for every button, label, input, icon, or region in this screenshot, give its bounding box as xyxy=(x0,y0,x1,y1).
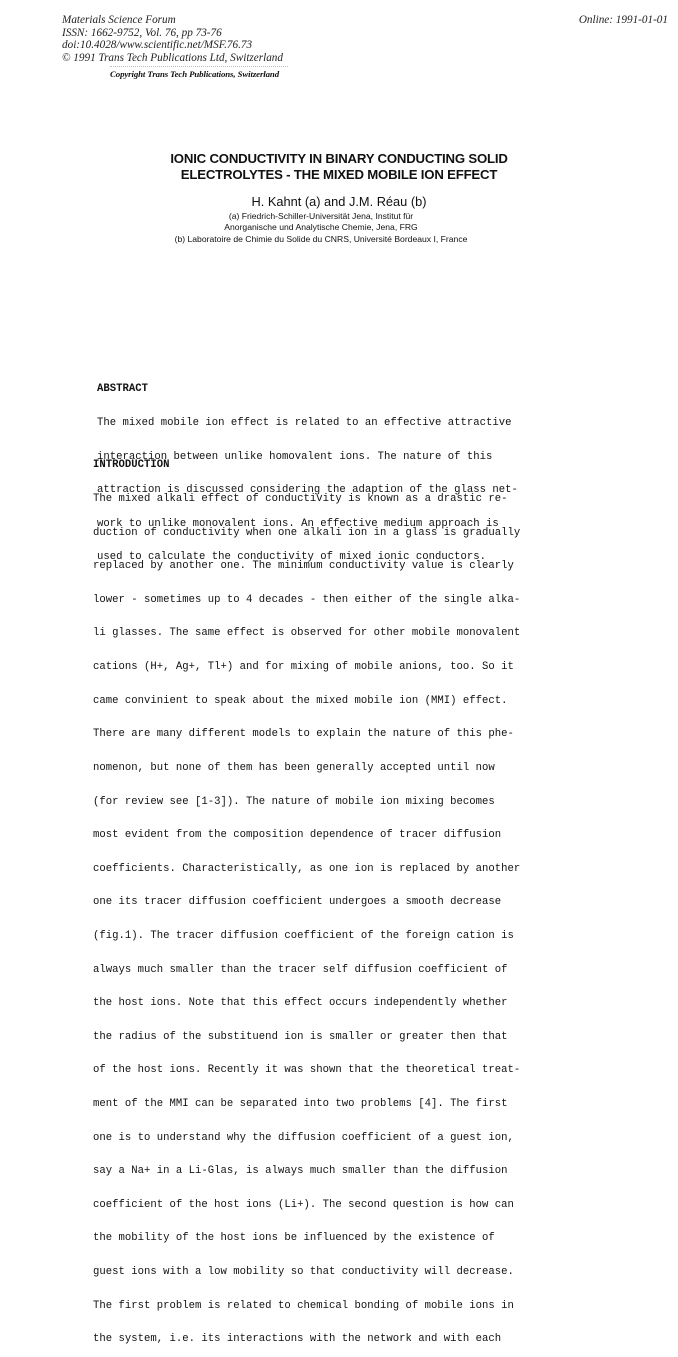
intro-line: The first problem is related to chemical bonding of mobile ions in xyxy=(93,1299,514,1312)
abstract-line: used to calculate the conductivity of mixed ionic conductors. xyxy=(97,551,487,564)
intro-line: most evident from the composition dependence of tracer diffusion xyxy=(93,829,502,842)
title-line-1: IONIC CONDUCTIVITY IN BINARY CONDUCTING SOLID xyxy=(170,151,508,166)
abstract-line: interaction between unlike homovalent ions. The nature of this xyxy=(97,450,493,463)
paper-title xyxy=(0,151,678,183)
intro-line: the system, i.e. its interactions with the network and with each xyxy=(93,1333,502,1346)
intro-line: li glasses. The same effect is observed for other mobile monovalent xyxy=(93,627,521,640)
intro-line: lower - sometimes up to 4 decades - then either of the single alka- xyxy=(93,593,521,606)
affiliations xyxy=(0,211,642,245)
intro-line: ment of the MMI can be separated into two problems [4]. The first xyxy=(93,1097,508,1110)
intro-line: There are many different models to explain the nature of this phe- xyxy=(93,728,514,741)
abstract-line: attraction is discussed considering the adaption of the glass net- xyxy=(97,484,518,497)
issn-volume: ISSN: 1662-9752, Vol. 76, pp 73-76 xyxy=(62,26,222,39)
authors: H. Kahnt (a) and J.M. Réau (b) xyxy=(251,194,427,209)
introduction-heading: INTRODUCTION xyxy=(93,459,170,472)
journal-header xyxy=(62,14,283,64)
online-date: Online: 1991-01-01 xyxy=(578,14,668,26)
intro-line: cations (H+, Ag+, Tl+) and for mixing of mobile anions, too. So it xyxy=(93,661,514,674)
title-line-2: ELECTROLYTES - THE MIXED MOBILE ION EFFECT xyxy=(180,167,498,182)
affiliation-a-line-2: Anorganische und Analytische Chemie, Jena, FRG xyxy=(224,222,418,233)
intro-line: duction of conductivity when one alkali ion in a glass is gradually xyxy=(93,526,521,539)
doi: doi:10.4028/www.scientific.net/MSF.76.73 xyxy=(62,39,253,52)
abstract-line: The mixed mobile ion effect is related to an effective attractive xyxy=(97,417,512,430)
intro-line: guest ions with a low mobility so that conductivity will decrease. xyxy=(93,1266,514,1279)
journal-name: Materials Science Forum xyxy=(62,14,176,26)
abstract-heading: ABSTRACT xyxy=(97,383,149,396)
copyright-line: © 1991 Trans Tech Publications Ltd, Switzerland xyxy=(62,51,283,64)
intro-line: The mixed alkali effect of conductivity is known as a drastic re- xyxy=(93,493,508,506)
intro-line: nomenon, but none of them has been generally accepted until now xyxy=(93,761,495,774)
abstract-line: work to unlike monovalent ions. An effective medium approach is xyxy=(97,517,499,530)
intro-line: of the host ions. Recently it was shown that the theoretical treat- xyxy=(93,1064,521,1077)
intro-line: one its tracer diffusion coefficient undergoes a smooth decrease xyxy=(93,896,502,909)
intro-line: coefficients. Characteristically, as one ion is replaced by another xyxy=(93,862,521,875)
intro-line: one is to understand why the diffusion coefficient of a guest ion, xyxy=(93,1131,514,1144)
affiliation-a-line-1: (a) Friedrich-Schiller-Universität Jena, Institut für xyxy=(228,211,414,221)
intro-line: the radius of the substituend ion is smaller or greater then that xyxy=(93,1030,508,1043)
intro-line: came convinient to speak about the mixed mobile ion (MMI) effect. xyxy=(93,694,508,707)
intro-line: replaced by another one. The minimum conductivity value is clearly xyxy=(93,560,514,573)
intro-line: the mobility of the host ions be influenced by the existence of xyxy=(93,1232,495,1245)
intro-line: always much smaller than the tracer self diffusion coefficient of xyxy=(93,963,508,976)
introduction-section xyxy=(93,438,520,1357)
intro-line: the host ions. Note that this effect occurs independently whether xyxy=(93,997,508,1010)
affiliation-b: (b) Laboratoire de Chimie du Solide du CNRS, Université Bordeaux I, France xyxy=(174,233,468,244)
intro-line: coefficient of the host ions (Li+). The second question is how can xyxy=(93,1198,514,1211)
copyright-stamp: Copyright Trans Tech Publications, Switzerland xyxy=(110,69,280,79)
intro-line: say a Na+ in a Li-Glas, is always much smaller than the diffusion xyxy=(93,1165,508,1178)
intro-line: (fig.1). The tracer diffusion coefficient of the foreign cation is xyxy=(93,929,514,942)
intro-line: (for review see [1-3]). The nature of mobile ion mixing becomes xyxy=(93,795,495,808)
